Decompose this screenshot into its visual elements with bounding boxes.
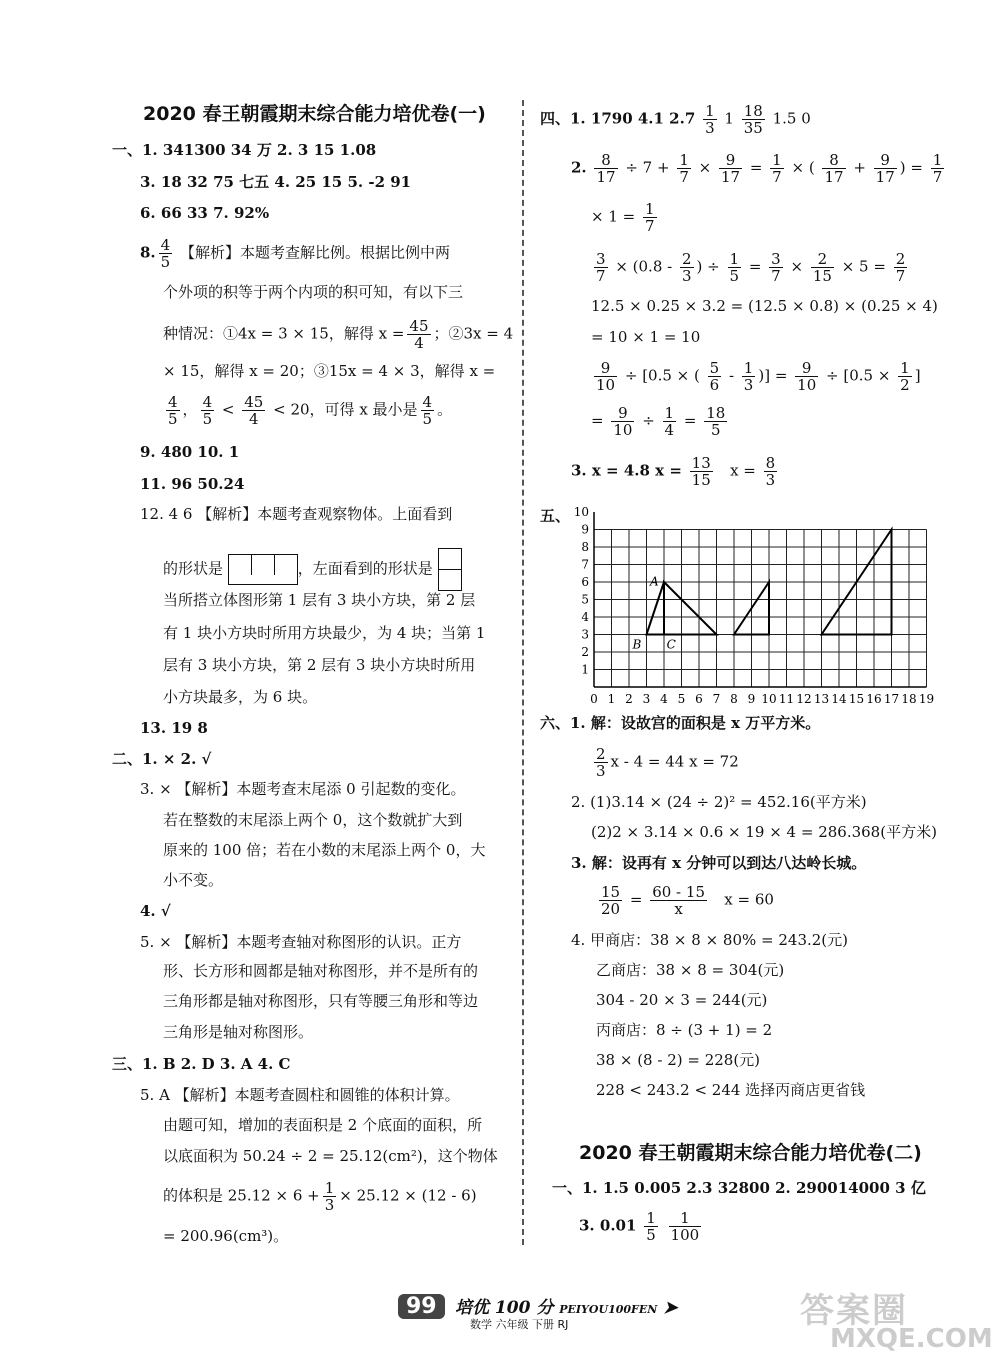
answer-1-12: 12. 4 6 【解析】本题考查观察物体。上面看到 xyxy=(140,505,453,523)
analysis-text: 小不变。 xyxy=(163,871,224,889)
coordinate-grid xyxy=(570,500,950,710)
point-label: A xyxy=(650,574,659,589)
x-tick-label: 12 xyxy=(796,692,812,706)
answer-4-2-line4: 12.5 × 0.25 × 3.2 = (12.5 × 0.8) × (0.25 × 4) xyxy=(591,297,938,315)
y-tick-label: 6 xyxy=(581,575,589,589)
answer-4-2-line7: = $\frac{9}{10}$ ÷ $\frac{1}{4}$ = $\frac{18}{5}$ xyxy=(591,404,726,439)
y-tick-label: 4 xyxy=(581,610,589,624)
point-label: C xyxy=(666,637,676,652)
answer-6-2b: (2)2 × 3.14 × 0.6 × 19 × 4 = 286.368(平方米) xyxy=(591,823,937,841)
answer-t2-1: 一、1. 1.5 0.005 2.3 32800 2. 290014000 3 亿 xyxy=(552,1179,926,1197)
answer-4-3: 3. x = 4.8 x = $\frac{13}{15}$ x = $\frac{8}{3}$ xyxy=(571,454,776,489)
analysis-text: 层有 3 块小方块，第 2 层有 3 块小方块时所用 xyxy=(163,656,476,674)
analysis-text: 形、长方形和圆都是轴对称图形，并不是所有的 xyxy=(163,962,479,980)
page-number: 99 xyxy=(398,1294,445,1319)
x-tick-label: 2 xyxy=(625,692,633,706)
answer-3-5: 5. A 【解析】本题考查圆柱和圆锥的体积计算。 xyxy=(140,1086,460,1104)
y-tick-label: 7 xyxy=(581,557,589,572)
analysis-text: 原来的 100 倍；若在小数的末尾添上两个 0，大 xyxy=(163,841,486,859)
answer-6-4b: 乙商店：38 × 8 = 304(元) xyxy=(596,961,785,979)
column-divider xyxy=(522,100,524,1245)
answer-6-3: 3. 解：设再有 x 分钟可以到达八达岭长城。 xyxy=(571,854,867,872)
watermark-url: MXQE.COM xyxy=(830,1324,993,1354)
y-tick-label: 1 xyxy=(581,662,589,677)
section-title-2: 2020 春王朝霞期末综合能力培优卷(二) xyxy=(579,1142,922,1164)
book-info: 数学 六年级 下册 RJ xyxy=(470,1318,569,1331)
answer-6-4e: 38 × (8 - 2) = 228(元) xyxy=(596,1051,761,1069)
answer-6-3-eq: $\frac{15}{20}$ = $\frac{60 - 15}{x}$ x = 60 xyxy=(601,883,774,918)
answer-1-13: 13. 19 8 xyxy=(140,719,208,737)
x-tick-label: 3 xyxy=(642,692,651,706)
x-tick-label: 5 xyxy=(677,692,686,706)
answer-4-2-line5: = 10 × 1 = 10 xyxy=(591,328,701,346)
x-tick-label: 10 xyxy=(761,692,777,706)
answer-4-2-cont: × 1 = $\frac{1}{7}$ xyxy=(591,200,655,235)
x-tick-label: 13 xyxy=(813,692,830,706)
answer-1-6: 6. 66 33 7. 92% xyxy=(140,204,270,222)
analysis-text: 以底面积为 50.24 ÷ 2 = 25.12(cm²)，这个物体 xyxy=(163,1147,498,1165)
answer-1-9: 9. 480 10. 1 xyxy=(140,443,240,461)
analysis-text: 当所搭立体图形第 1 层有 3 块小方块，第 2 层 xyxy=(163,591,476,609)
analysis-text: 的形状是 ，左面看到的形状是 xyxy=(163,548,462,591)
analysis-text: 种情况：①4x = 3 × 15，解得 x = $\frac{45}{4}$ ；②3x = 4 xyxy=(163,317,514,352)
brand-logo: 培优 100 分 PEIYOU100FEN ➤ xyxy=(455,1298,678,1318)
analysis-text: 个外项的积等于两个内项的积可知，有以下三 xyxy=(163,283,464,301)
x-tick-label: 0 xyxy=(590,692,598,706)
x-tick-label: 17 xyxy=(883,692,900,706)
analysis-text: × 15，解得 x = 20；③15x = 4 × 3，解得 x = xyxy=(163,362,496,380)
analysis-text: $\frac{4}{5}$ ， $\frac{4}{5}$ < $\frac{45}{4}$ < 20，可得 x 最小是 $\frac{4}{5}$ 。 xyxy=(168,393,453,428)
analysis-text: 有 1 块小方块时所用方块最少，为 4 块；当第 1 xyxy=(163,624,486,642)
answer-1-11: 11. 96 50.24 xyxy=(140,475,245,493)
x-tick-label: 7 xyxy=(712,692,721,706)
answer-2-3: 3. × 【解析】本题考查末尾添 0 引起数的变化。 xyxy=(140,780,466,798)
answer-4-1: 四、1. 1790 4.1 2.7 $\frac{1}{3}$ 1 $\frac{18}{35}$ 1.5 0 xyxy=(540,102,811,137)
answer-2-1: 二、1. × 2. √ xyxy=(112,750,212,768)
answer-6-4c: 304 - 20 × 3 = 244(元) xyxy=(596,991,768,1009)
answer-2-5: 5. × 【解析】本题考查轴对称图形的认识。正方 xyxy=(140,933,462,951)
y-tick-label: 2 xyxy=(581,645,589,659)
left-view-shape xyxy=(438,548,462,591)
answer-4-2: 2. $\frac{8}{17}$ ÷ 7 + $\frac{1}{7}$ × $\frac{9}{17}$ = $\frac{1}{7}$ × ( $\frac{8}{17}$ + $\frac{9}{17}$ ) = $\frac{1}{7}$ xyxy=(571,151,943,186)
x-tick-label: 14 xyxy=(831,692,847,706)
x-tick-label: 16 xyxy=(866,692,882,706)
answer-6-4d: 丙商店：8 ÷ (3 + 1) = 2 xyxy=(596,1021,773,1039)
x-tick-label: 6 xyxy=(695,692,703,706)
x-tick-label: 9 xyxy=(747,692,756,706)
section-5-label: 五、 xyxy=(540,507,571,525)
answer-6-4f: 228 < 243.2 < 244 选择丙商店更省钱 xyxy=(596,1081,866,1099)
section-title-1: 2020 春王朝霞期末综合能力培优卷(一) xyxy=(143,103,486,125)
triangle xyxy=(647,582,665,635)
y-tick-label: 10 xyxy=(573,505,589,519)
analysis-text: 小方块最多，为 6 块。 xyxy=(163,688,318,706)
answer-6-1: 六、1. 解：设故宫的面积是 x 万平方米。 xyxy=(540,714,821,732)
analysis-text: 由题可知，增加的表面积是 2 个底面的面积，所 xyxy=(163,1116,483,1134)
x-tick-label: 18 xyxy=(901,692,917,706)
analysis-text: 的体积是 25.12 × 6 + $\frac{1}{3}$ × 25.12 × (12 - 6) xyxy=(163,1179,477,1214)
analysis-text: = 200.96(cm³)。 xyxy=(163,1227,289,1245)
answer-3-1: 三、1. B 2. D 3. A 4. C xyxy=(112,1055,291,1073)
x-tick-label: 15 xyxy=(848,692,865,706)
point-label: B xyxy=(632,637,642,652)
y-tick-label: 3 xyxy=(581,627,589,642)
watermark: 答案圈 xyxy=(800,1291,908,1331)
answer-1-1: 一、1. 341300 34 万 2. 3 15 1.08 xyxy=(112,141,377,159)
answer-1-8: 8. $\frac{4}{5}$ 【解析】本题考查解比例。根据比例中两 xyxy=(140,236,451,271)
y-tick-label: 8 xyxy=(581,540,589,554)
y-tick-label: 9 xyxy=(581,522,589,537)
y-tick-label: 5 xyxy=(581,592,589,607)
top-view-shape xyxy=(228,554,298,585)
answer-4-2-line6: $\frac{9}{10}$ ÷ [0.5 × ( $\frac{5}{6}$ - $\frac{1}{3}$ )] = $\frac{9}{10}$ ÷ [0.5 × $\frac{1}{2}$ ] xyxy=(596,359,921,394)
answer-2-4: 4. √ xyxy=(140,902,171,920)
answer-t2-3: 3. 0.01 $\frac{1}{5}$ $\frac{1}{100}$ xyxy=(579,1209,700,1244)
x-tick-label: 19 xyxy=(918,692,935,706)
answer-6-4a: 4. 甲商店：38 × 8 × 80% = 243.2(元) xyxy=(571,931,849,949)
answer-6-1-eq: $\frac{2}{3}$ x - 4 = 44 x = 72 xyxy=(596,745,739,780)
x-tick-label: 11 xyxy=(778,692,795,706)
triangle xyxy=(664,582,717,635)
answer-4-2-line3: $\frac{3}{7}$ × (0.8 - $\frac{2}{3}$ ) ÷ $\frac{1}{5}$ = $\frac{3}{7}$ × $\frac{2}{15}$ × 5 = $\frac{2}{7}$ xyxy=(596,250,906,285)
analysis-text: 三角形是轴对称图形。 xyxy=(163,1023,314,1041)
analysis-text: 三角形都是轴对称图形，只有等腰三角形和等边 xyxy=(163,992,479,1010)
x-tick-label: 4 xyxy=(660,692,668,706)
answer-6-2a: 2. (1)3.14 × (24 ÷ 2)² = 452.16(平方米) xyxy=(571,793,867,811)
answer-1-3: 3. 18 32 75 七五 4. 25 15 5. -2 91 xyxy=(140,173,412,191)
x-tick-label: 8 xyxy=(730,692,738,706)
x-tick-label: 1 xyxy=(607,692,616,706)
analysis-text: 若在整数的末尾添上两个 0，这个数就扩大到 xyxy=(163,811,463,829)
